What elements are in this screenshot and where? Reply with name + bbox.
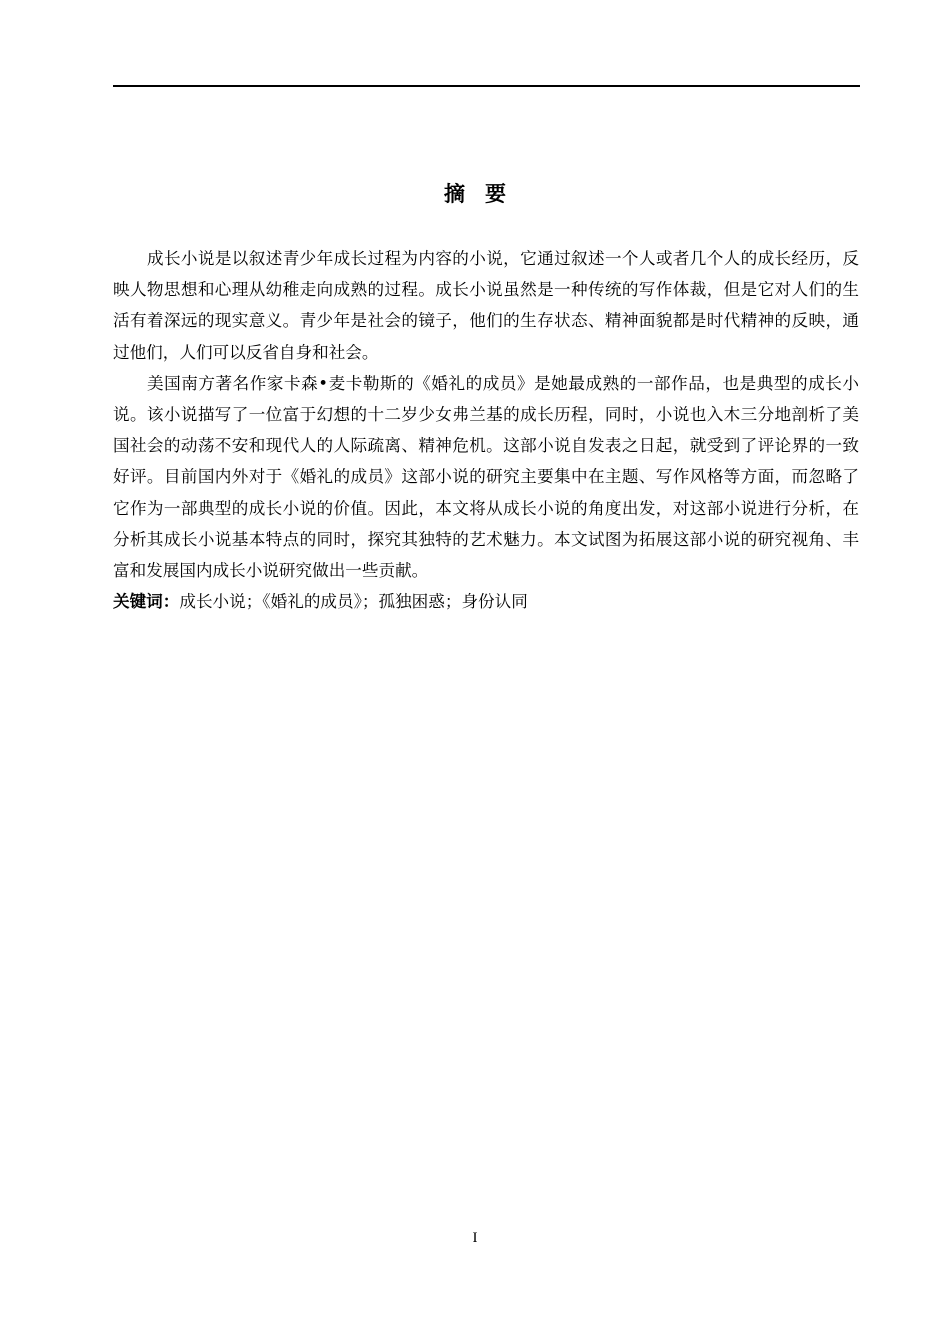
- abstract-body: [113, 243, 859, 617]
- keywords-label: 关键词：: [113, 592, 180, 612]
- abstract-paragraph-2: 美国南方著名作家卡森•麦卡勒斯的《婚礼的成员》是她最成熟的一部作品，也是典型的成长小说。该小说描写了一位富于幻想的十二岁少女弗兰基的成长历程，同时，小说也入木三分地剖析了美国社会的动荡不安和现代人的人际疏离、精神危机。这部小说自发表之日起，就受到了评论界的一致好评。目前国内外对于《婚礼的成员》这部小说的研究主要集中在主题、写作风格等方面，而忽略了它作为一部典型的成长小说的价值。因此，本文将从成长小说的角度出发，对这部小说进行分析，在分析其成长小说基本特点的同时，探究其独特的艺术魅力。本文试图为拓展这部小说的研究视角、丰富和发展国内成长小说研究做出一些贡献。: [113, 373, 859, 581]
- keywords-line: [113, 586, 859, 617]
- header-rule: [113, 85, 860, 87]
- keywords-text: 成长小说；《婚礼的成员》；孤独困惑；身份认同: [179, 592, 528, 612]
- page-number: I: [472, 1230, 478, 1246]
- abstract-paragraph-1: 成长小说是以叙述青少年成长过程为内容的小说，它通过叙述一个人或者几个人的成长经历，反映人物思想和心理从幼稚走向成熟的过程。成长小说虽然是一种传统的写作体裁，但是它对人们的生活有着深远的现实意义。青少年是社会的镜子，他们的生存状态、精神面貌都是时代精神的反映，通过他们，人们可以反省自身和社会。: [113, 249, 859, 362]
- abstract-title: 摘要: [444, 182, 526, 206]
